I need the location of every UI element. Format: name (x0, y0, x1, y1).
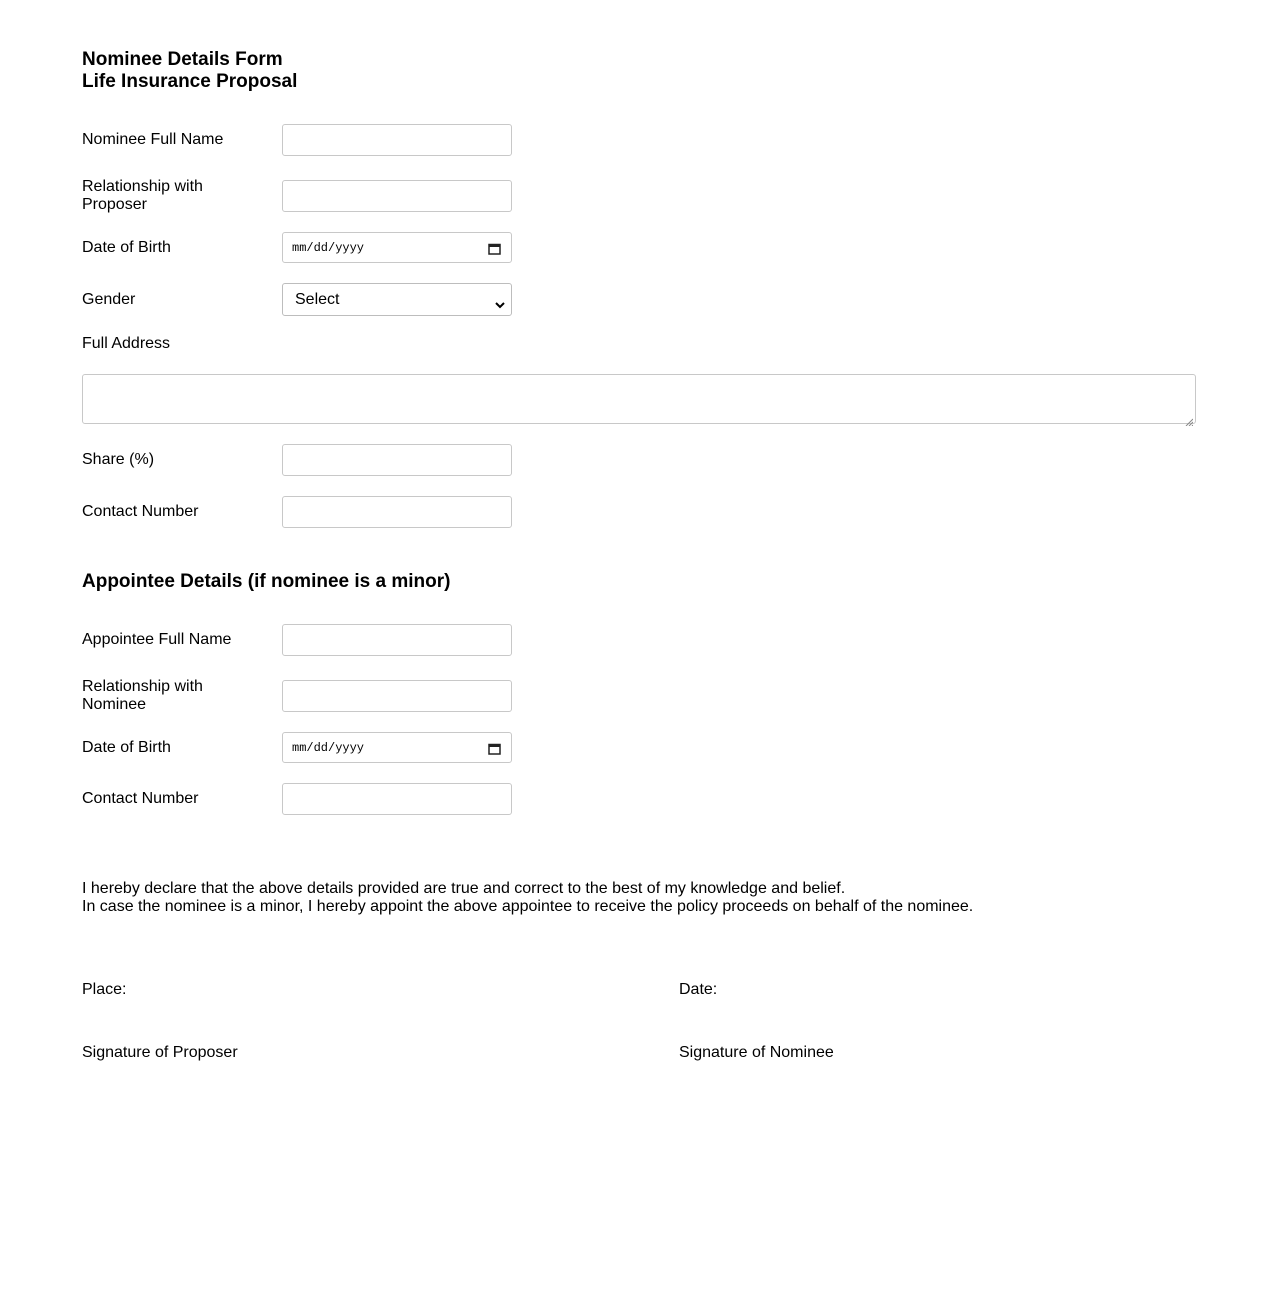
appointee-dob-row (82, 732, 1196, 763)
appointee-relationship-label: Relationship with Nominee (82, 678, 203, 713)
nominee-full-name-row (82, 124, 1196, 156)
nominee-contact-row (82, 496, 1196, 528)
appointee-relationship-input[interactable] (282, 680, 512, 712)
appointee-section-title: Appointee Details (if nominee is a minor) (82, 571, 451, 592)
nominee-relationship-label: Relationship with Proposer (82, 178, 203, 213)
form-subtitle: Life Insurance Proposal (82, 71, 298, 92)
nominee-dob-row (82, 232, 1196, 263)
calendar-icon[interactable] (488, 242, 501, 254)
nominee-share-input[interactable] (282, 444, 512, 476)
nominee-gender-selected: Select (295, 290, 340, 308)
declaration-line-2: In case the nominee is a minor, I hereby appoint the above appointee to receive the policy proceeds on behalf of the nominee. (82, 898, 974, 915)
nominee-gender-label: Gender (82, 290, 136, 308)
appointee-relationship-row (82, 678, 1196, 714)
nominee-gender-select[interactable] (282, 283, 512, 316)
nominee-share-row (82, 444, 1196, 476)
appointee-full-name-input[interactable] (282, 624, 512, 656)
appointee-dob-input[interactable] (282, 732, 512, 763)
nominee-dob-placeholder: mm/dd/yyyy (292, 240, 365, 255)
nominee-address-textarea[interactable] (82, 374, 1196, 424)
resize-handle-icon[interactable] (1185, 413, 1193, 421)
nominee-relationship-row (82, 178, 1196, 214)
form-title: Nominee Details Form (82, 49, 283, 70)
calendar-icon[interactable] (488, 742, 501, 754)
declaration-text (82, 880, 973, 916)
nominee-contact-input[interactable] (282, 496, 512, 528)
appointee-dob-placeholder: mm/dd/yyyy (292, 740, 365, 755)
appointee-contact-row (82, 783, 1196, 815)
nominee-contact-label: Contact Number (82, 503, 199, 520)
nominee-dob-input[interactable] (282, 232, 512, 263)
chevron-down-icon (495, 296, 505, 304)
nominee-address-label-row (82, 335, 1196, 353)
proposer-signature-label: Signature of Proposer (82, 1044, 238, 1061)
nominee-full-name-input[interactable] (282, 124, 512, 156)
nominee-relationship-input[interactable] (282, 180, 512, 212)
appointee-contact-label: Contact Number (82, 790, 199, 807)
place-label: Place: (82, 981, 127, 998)
appointee-full-name-row (82, 624, 1196, 656)
nominee-signature-label: Signature of Nominee (679, 1044, 834, 1061)
declaration-line-1: I hereby declare that the above details provided are true and correct to the best of my knowledge and belief. (82, 880, 846, 897)
date-label: Date: (679, 981, 718, 998)
appointee-full-name-label: Appointee Full Name (82, 631, 232, 648)
nominee-address-label: Full Address (82, 335, 171, 352)
nominee-full-name-label: Nominee Full Name (82, 131, 224, 148)
appointee-contact-input[interactable] (282, 783, 512, 815)
nominee-gender-row (82, 283, 1196, 316)
form-header (82, 49, 297, 93)
nominee-dob-label: Date of Birth (82, 238, 171, 256)
nominee-share-label: Share (%) (82, 451, 155, 468)
appointee-dob-label: Date of Birth (82, 738, 171, 756)
